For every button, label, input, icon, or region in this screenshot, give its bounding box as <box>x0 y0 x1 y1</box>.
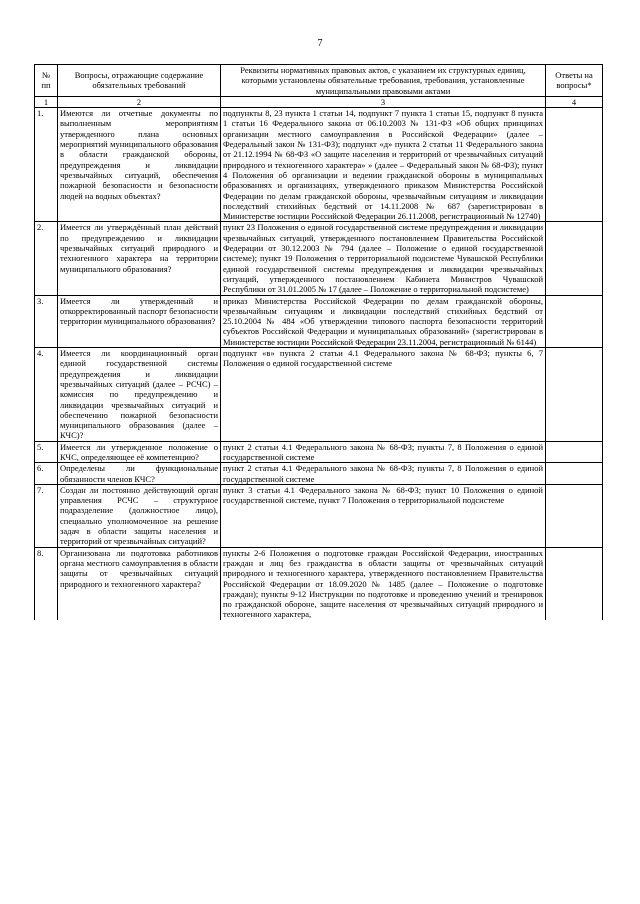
header-row <box>35 65 603 97</box>
row-requisites: пункт 3 статьи 4.1 Федерального закона № 68-ФЗ; пункт 10 Положения о единой государственной системе, пункт 7 Положения о территориальной подсистеме <box>221 484 546 547</box>
table-row <box>35 463 603 485</box>
requirements-checklist-table <box>34 64 603 620</box>
row-answer[interactable] <box>546 484 603 547</box>
row-requisites: пункт 23 Положения о единой государственной системе предупреждения и ликвидации чрезвычайных ситуаций, утвержденного постановлением Правительства Российской Федерации от 30.12.2003 № 794 (далее – Положение о единой государственной системе); пункт 19 Положения о территориальной подсистеме Чувашской Республики единой государственной системы предупреждения и ликвидации чрезвычайных ситуаций, утвержденного постановлением Кабинета Министров Чувашской Республики от 31.01.2005 № 17 (далее – Положение о территориальной подсистеме) <box>221 222 546 295</box>
row-question: Имеется ли утвержденный и откорректированный паспорт безопасности территории муниципального образования? <box>58 295 221 347</box>
row-question: Имеются ли отчетные документы по выполненным мероприятиям утвержденного плана основных мероприятий муниципального образования в области гражданской обороны, предупреждения и ликвидации чрезвычайных ситуаций, обеспечения пожарной безопасности и безопасности людей на водных объектах? <box>58 108 221 222</box>
row-answer[interactable] <box>546 222 603 295</box>
column-number: 1 <box>35 96 58 107</box>
column-number-row <box>35 96 603 107</box>
row-number: 6. <box>35 463 58 485</box>
row-question: Организована ли подготовка работников органа местного самоуправления в области защиты от чрезвычайных ситуаций природного и техногенного характера? <box>58 547 221 620</box>
row-requisites: пункт 2 статьи 4.1 Федерального закона № 68-ФЗ; пункты 7, 8 Положения о единой государственной системе <box>221 463 546 485</box>
row-answer[interactable] <box>546 463 603 485</box>
column-number: 4 <box>546 96 603 107</box>
row-answer[interactable] <box>546 547 603 620</box>
row-number: 7. <box>35 484 58 547</box>
header-num: № пп <box>35 65 58 97</box>
row-answer[interactable] <box>546 348 603 442</box>
row-number: 2. <box>35 222 58 295</box>
table-row <box>35 222 603 295</box>
page-number: 7 <box>317 38 323 49</box>
row-question: Имеется ли координационный орган единой государственной системы предупреждения и ликвидации чрезвычайных ситуаций (далее – РСЧС) – комиссия по предупреждению и ликвидации чрезвычайных ситуаций и обеспечению пожарной безопасности муниципального образования (далее – КЧС)? <box>58 348 221 442</box>
row-number: 3. <box>35 295 58 347</box>
header-answers: Ответы на вопросы* <box>546 65 603 97</box>
row-number: 1. <box>35 108 58 222</box>
row-requisites: пункты 2-6 Положения о подготовке граждан Российской Федерации, иностранных граждан и лиц без гражданства в области защиты от чрезвычайных ситуаций природного и техногенного характера, утвержденного постановлением Правительства Российской Федерации от 18.09.2020 № 1485 (далее – Положение о подготовке граждан); пункты 9-12 Инструкции по подготовке и проведению учений и тренировок по гражданской обороне, защите населения от чрезвычайных ситуаций природного и техногенного характера, <box>221 547 546 620</box>
row-question: Создан ли постоянно действующий орган управления РСЧС – структурное подразделение (должностное лицо), специально уполномоченное на решение задач в области защиты населения и территорий от чрезвычайных ситуаций? <box>58 484 221 547</box>
row-answer[interactable] <box>546 441 603 463</box>
table-row <box>35 295 603 347</box>
row-requisites: приказ Министерства Российской Федерации по делам гражданской обороны, чрезвычайным ситуациям и ликвидации последствий стихийных бедствий от 25.10.2004 № 484 «Об утверждении типового паспорта безопасности территорий субъектов Российской Федерации и муниципальных образований» (зарегистрирован в Министерстве юстиции Российской Федерации 23.11.2004, регистрационный № 6144) <box>221 295 546 347</box>
row-number: 5. <box>35 441 58 463</box>
row-requisites: подпункт «в» пункта 2 статьи 4.1 Федерального закона № 68-ФЗ; пункты 6, 7 Положения о единой государственной системе <box>221 348 546 442</box>
row-requisites: пункт 2 статьи 4.1 Федерального закона № 68-ФЗ; пункты 7, 8 Положения о единой государственной системе <box>221 441 546 463</box>
row-question: Имеется ли утверждённый план действий по предупреждению и ликвидации чрезвычайных ситуаций природного и техногенного характера на территории муниципального образования? <box>58 222 221 295</box>
column-number: 2 <box>58 96 221 107</box>
header-requisites: Реквизиты нормативных правовых актов, с указанием их структурных единиц, которыми установлены обязательные требования, требования, установленные муниципальными правовыми актами <box>221 65 546 97</box>
row-question: Имеется ли утвержденное положение о КЧС, определяющее её компетенцию? <box>58 441 221 463</box>
header-question: Вопросы, отражающие содержание обязательных требований <box>58 65 221 97</box>
row-question: Определены ли функциональные обязанности членов КЧС? <box>58 463 221 485</box>
row-answer[interactable] <box>546 295 603 347</box>
row-requisites: подпункты 8, 23 пункта 1 статьи 14, подпункт 7 пункта 1 статьи 15, подпункт 8 пункта 1 статьи 16 Федерального закона от 06.10.2003 № 131-ФЗ «Об общих принципах организации местного самоуправления в Российской Федерации» (далее – Федеральный закон № 131-ФЗ); подпункт «д» пункта 2 статьи 11 Федерального закона от 21.12.1994 № 68-ФЗ «О защите населения и территорий от чрезвычайных ситуаций природного и техногенного характера» » (далее – Федеральный закон № 68-ФЗ); пункт 4 Положения об организации и ведении гражданской обороны в муниципальных образованиях и организациях, утвержденного приказом Министерства Российской Федерации по делам гражданской обороны, чрезвычайным ситуациям и ликвидации последствий стихийных бедствий от 14.11.2008 № 687 (зарегистрирован в Министерстве юстиции Российской Федерации 26.11.2008, регистрационный № 12740) <box>221 108 546 222</box>
column-number: 3 <box>221 96 546 107</box>
table-row <box>35 484 603 547</box>
row-number: 8. <box>35 547 58 620</box>
table-row <box>35 348 603 442</box>
table-row <box>35 441 603 463</box>
row-answer[interactable] <box>546 108 603 222</box>
table-row <box>35 108 603 222</box>
row-number: 4. <box>35 348 58 442</box>
table-row <box>35 547 603 620</box>
